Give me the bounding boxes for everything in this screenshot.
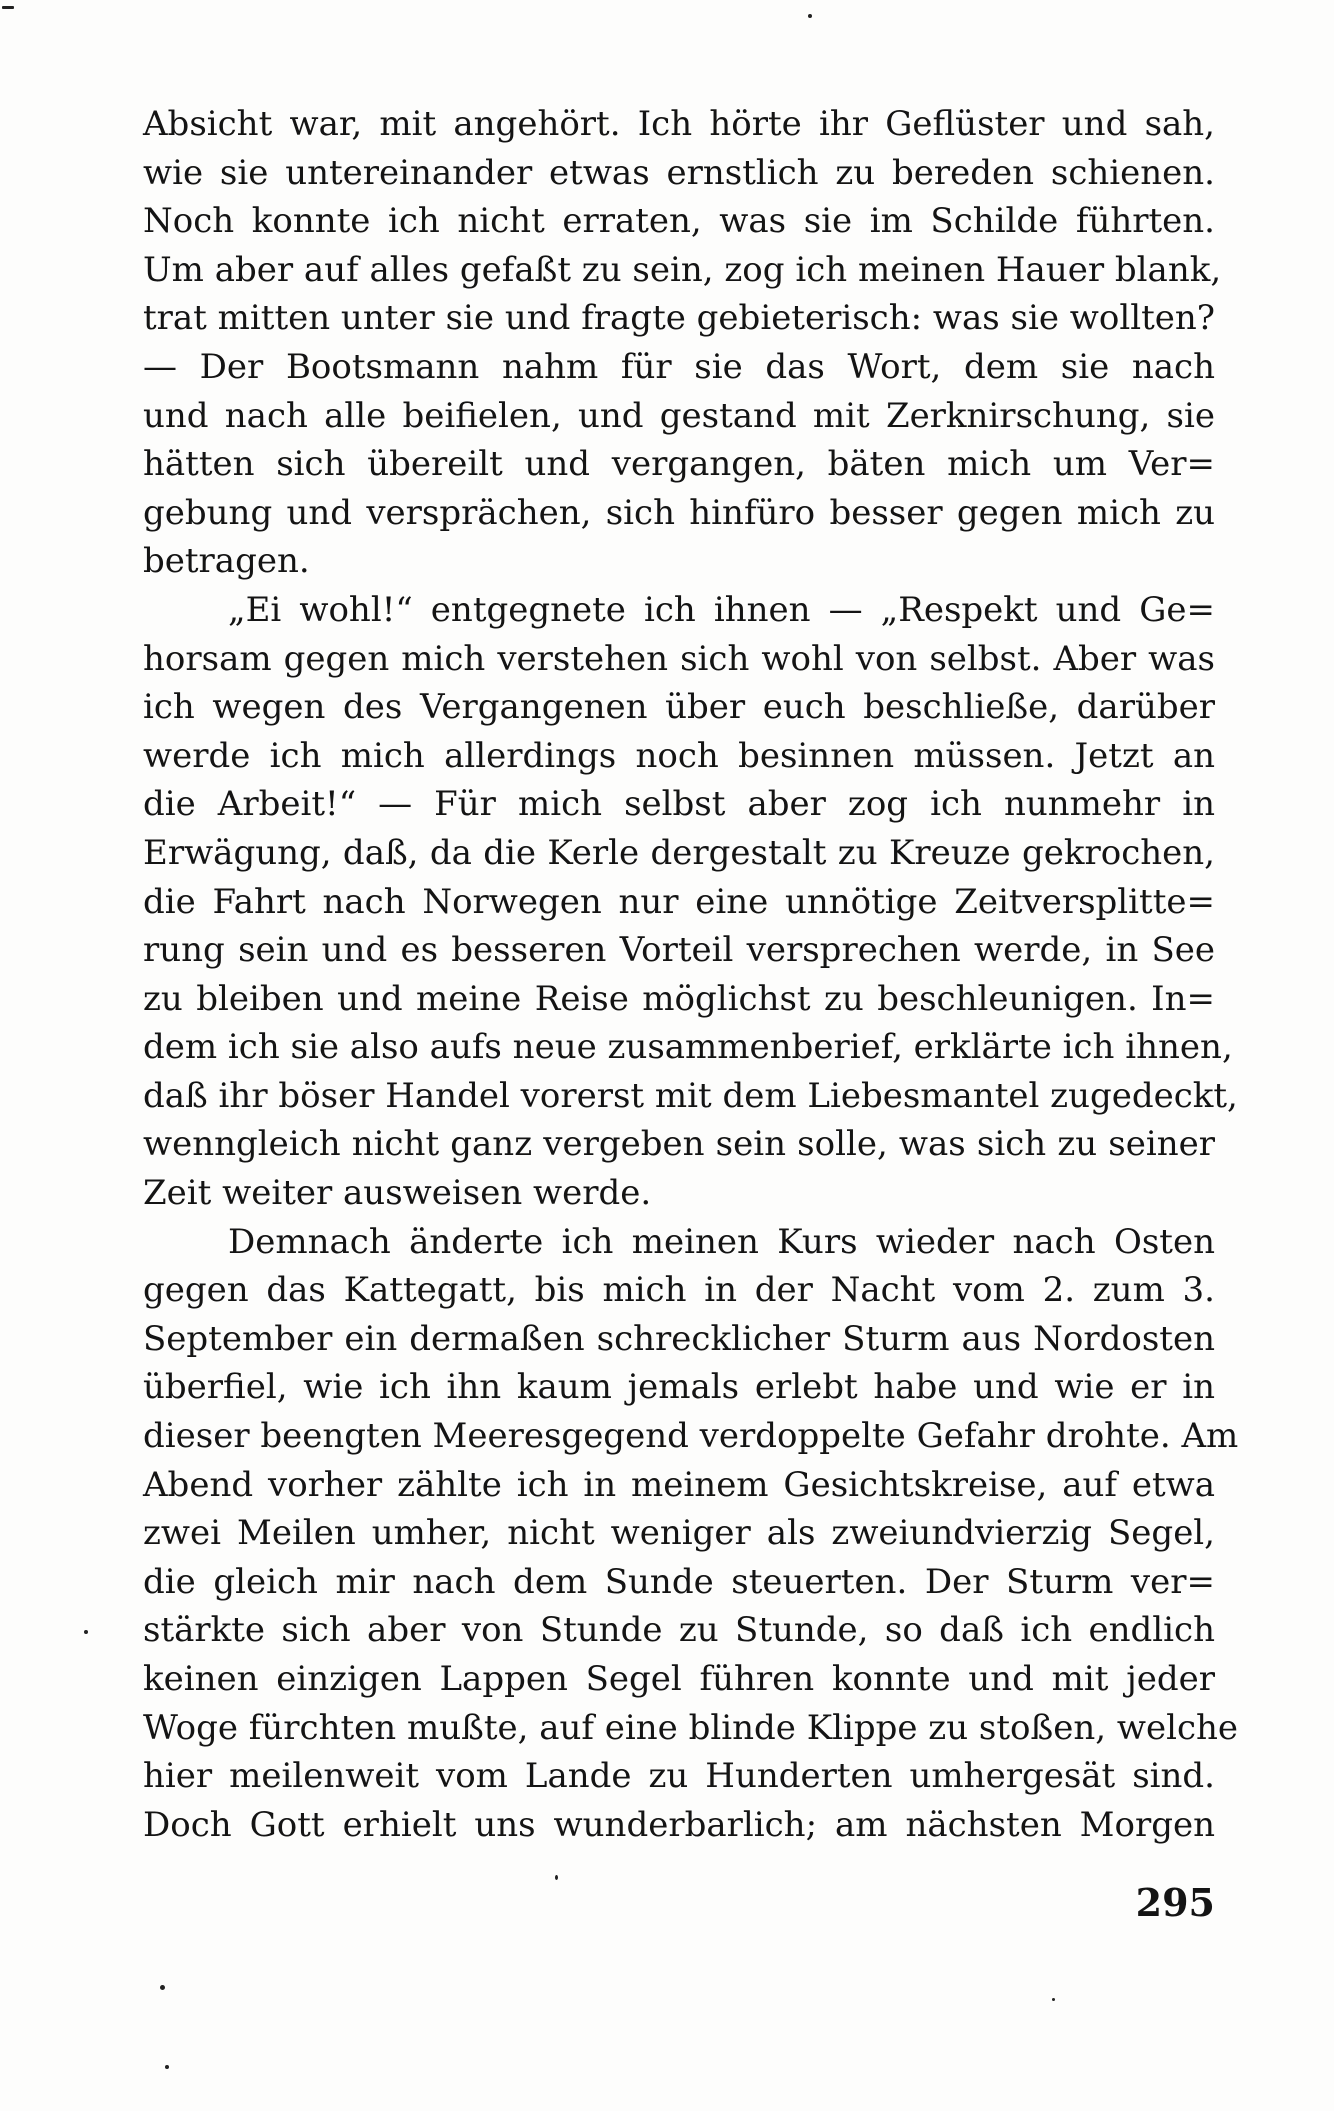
text-line: die gleich mir nach dem Sunde steuerten. Der Sturm ver= [143,1561,1215,1602]
scan-speck [555,1875,558,1880]
text-line: daß ihr böser Handel vorerst mit dem Liebesmantel zugedeckt, [143,1075,1238,1116]
text-line: Woge fürchten mußte, auf eine blinde Klippe zu stoßen, welche [143,1707,1239,1748]
text-line: — Der Bootsmann nahm für sie das Wort, dem sie nach [143,346,1215,387]
text-line: rung sein und es besseren Vorteil versprechen werde, in See [143,930,1215,971]
text-line: zwei Meilen umher, nicht weniger als zweiundvierzig Segel, [143,1513,1215,1554]
scan-speck [165,2065,169,2069]
scan-speck [2,6,14,9]
text-line: gebung und versprächen, sich hinfüro besser gegen mich zu [143,492,1215,533]
scan-speck [808,14,812,18]
text-line: die Fahrt nach Norwegen nur eine unnötige Zeitversplitte= [143,881,1215,922]
text-line: Zeit weiter ausweisen werde. [143,1173,652,1214]
text-line: überfiel, wie ich ihn kaum jemals erlebt habe und wie er in [143,1367,1215,1408]
text-line: Demnach änderte ich meinen Kurs wieder nach Osten [228,1221,1215,1262]
text-line: werde ich mich allerdings noch besinnen müssen. Jetzt an [143,735,1215,776]
text-line: betragen. [143,541,310,582]
text-line: Doch Gott erhielt uns wunderbarlich; am nächsten Morgen [143,1804,1215,1845]
text-line: ich wegen des Vergangenen über euch beschließe, darüber [143,687,1215,728]
text-line: Absicht war, mit angehört. Ich hörte ihr Geflüster und sah, [143,104,1215,144]
page-number: 295 [1135,1880,1215,1925]
text-line: September ein dermaßen schrecklicher Sturm aus Nordosten [143,1318,1215,1359]
text-line: Um aber auf alles gefaßt zu sein, zog ich meinen Hauer blank, [143,249,1222,290]
text-line: stärkte sich aber von Stunde zu Stunde, so daß ich endlich [143,1610,1215,1651]
text-line: trat mitten unter sie und fragte gebieterisch: was sie wollten? [143,298,1215,339]
text-line: „Ei wohl!“ entgegnete ich ihnen — „Respekt und Ge= [228,589,1215,630]
scan-speck [160,1985,165,1990]
text-line: und nach alle beifielen, und gestand mit Zerknirschung, sie [143,395,1215,436]
text-line: wenngleich nicht ganz vergeben sein solle, was sich zu seiner [143,1124,1215,1165]
text-line: keinen einzigen Lappen Segel führen konnte und mit jeder [143,1659,1215,1699]
text-line: hier meilenweit vom Lande zu Hunderten umhergesät sind. [143,1756,1215,1797]
text-line: die Arbeit!“ — Für mich selbst aber zog ich nunmehr in [143,784,1215,825]
scan-speck [1052,1998,1055,2001]
body-text [143,100,1239,1849]
text-line: gegen das Kattegatt, bis mich in der Nacht vom 2. zum 3. [143,1270,1215,1311]
text-line: Noch konnte ich nicht erraten, was sie im Schilde führten. [143,201,1215,242]
text-line: dieser beengten Meeresgegend verdoppelte Gefahr drohte. Am [143,1416,1239,1457]
text-line: wie sie untereinander etwas ernstlich zu bereden schienen. [143,152,1215,193]
text-line: horsam gegen mich verstehen sich wohl von selbst. Aber was [143,638,1215,679]
text-line: zu bleiben und meine Reise möglichst zu beschleunigen. In= [143,978,1215,1019]
text-line: Erwägung, daß, da die Kerle dergestalt zu Kreuze gekrochen, [143,832,1215,873]
text-line: hätten sich übereilt und vergangen, bäten mich um Ver= [143,444,1215,485]
text-line: Abend vorher zählte ich in meinem Gesichtskreise, auf etwa [143,1464,1215,1505]
text-line: dem ich sie also aufs neue zusammenberief, erklärte ich ihnen, [143,1027,1233,1068]
scan-speck [84,1630,88,1634]
